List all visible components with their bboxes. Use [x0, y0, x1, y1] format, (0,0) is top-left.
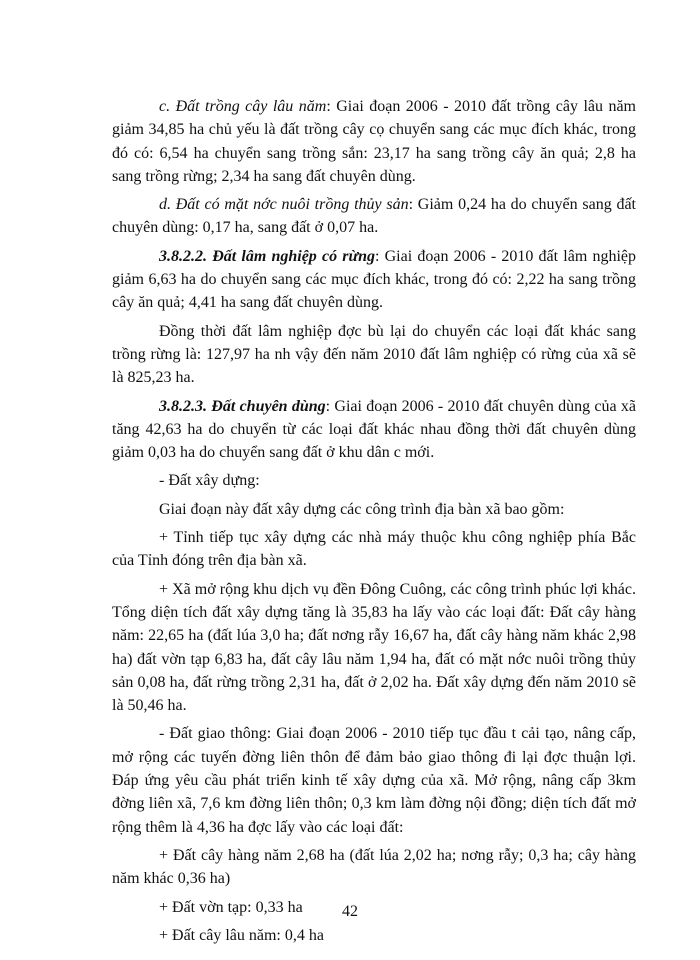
paragraph-perennial-land — [112, 95, 636, 188]
paragraph-forestry-land — [112, 245, 636, 315]
paragraph-service-area — [112, 578, 636, 718]
paragraph-text: + Đất cây lâu năm: 0,4 ha — [159, 926, 324, 944]
paragraph-text: : Giai đoạn 2006 - 2010 đất trồng cây lâu năm giảm 34,85 ha chủ yếu là đất trồng cây cọ chuyển sang các mục đích khác, trong đó có: 6,54 ha chuyển sang trồng sắn: 23,17 ha sang trồng cây ăn quả; 2,8 ha sang trồng rừng; 2,34 ha sang đất chuyên dùng. — [112, 98, 636, 185]
paragraph-text: Đồng thời đất lâm nghiệp đợc bù lại do chuyển các loại đất khác sang trồng rừng là: 127,97 ha nh vậy đến năm 2010 đất lâm nghiệp có rừng của xã sẽ là 825,23 ha. — [112, 322, 636, 387]
paragraph-text: + Xã mở rộng khu dịch vụ đền Đông Cuông, các công trình phúc lợi khác. Tổng diện tích đất xây dựng tăng là 35,83 ha lấy vào các loại đất: Đất cây hàng năm: 22,65 ha (đất lúa 3,0 ha; đất nơng rẫy 16,67 ha, đất cây hàng năm khác 2,98 ha) đất vờn tạp 6,83 ha, đất cây lâu năm 1,94 ha, đất có mặt nớc nuôi trồng thủy sản 0,08 ha, đất rừng trồng 2,31 ha, đất ở 2,02 ha. Đất xây dựng đến năm 2010 sẽ là 50,46 ha. — [112, 580, 636, 715]
paragraph-heading: c. Đất trồng cây lâu năm — [159, 98, 327, 115]
paragraph-text: + Tỉnh tiếp tục xây dựng các nhà máy thuộc khu công nghiệp phía Bắc của Tỉnh đóng trên địa bàn xã. — [112, 529, 636, 570]
section-heading: 3.8.2.3. Đất chuyên dùng — [159, 397, 326, 415]
paragraph-transport-land — [112, 722, 636, 838]
page-number: 42 — [342, 903, 358, 920]
paragraph-perennial-crop-land — [112, 924, 636, 947]
paragraph-heading: d. Đất có mặt nớc nuôi trồng thủy sản — [159, 196, 409, 214]
paragraph-text: + Đất cây hàng năm 2,68 ha (đất lúa 2,02 ha; nơng rẫy; 0,3 ha; cây hàng năm khác 0,36 ha) — [112, 846, 636, 888]
paragraph-construction-intro — [112, 498, 636, 521]
paragraph-text: - Đất giao thông: Giai đoạn 2006 - 2010 tiếp tục đầu t cải tạo, nâng cấp, mở rộng các tuyến đờng liên thôn để đảm bảo giao thông đi lại đợc thuận lợi. Đáp ứng yêu cầu phát triển kinh tế xây dựng của xã. Mở rộng, nâng cấp 3km đờng liên xã, 7,6 km đờng liên thôn; 0,3 km làm đờng nội đồng; diện tích đất mở rộng thêm là 4,36 ha đợc lấy vào các loại đất: — [112, 725, 636, 836]
paragraph-construction-land-label — [112, 469, 636, 492]
paragraph-text: : Giai đoạn 2006 - 2010 đất chuyên dùng của xã tăng 42,63 ha do chuyển từ các loại đất khác nhau đồng thời đất chuyên dùng giảm 0,03 ha do chuyển sang đất ở khu dân c mới. — [112, 397, 636, 462]
section-heading: 3.8.2.2. Đất lâm nghiệp có rừng — [159, 247, 375, 265]
paragraph-text: : Giảm 0,24 ha do chuyển sang đất chuyên dùng: 0,17 ha, sang đất ở 0,07 ha. — [112, 196, 637, 237]
paragraph-water-surface-land — [112, 193, 636, 240]
page-content — [112, 95, 636, 952]
paragraph-text: - Đất xây dựng: — [159, 472, 260, 490]
paragraph-forestry-compensation — [112, 320, 636, 390]
paragraph-industrial-zone — [112, 526, 636, 573]
paragraph-specialized-land — [112, 395, 636, 465]
paragraph-text: : Giai đoạn 2006 - 2010 đất lâm nghiệp giảm 6,63 ha do chuyển sang các mục đích khác, trong đó có: 2,22 ha sang trồng cây ăn quả; 4,41 ha sang đất chuyên dùng. — [112, 247, 636, 312]
paragraph-text: + Đất vờn tạp: 0,33 ha — [159, 898, 303, 916]
paragraph-text: Giai đoạn này đất xây dựng các công trình địa bàn xã bao gồm: — [159, 500, 565, 518]
paragraph-annual-crop-land — [112, 844, 636, 891]
